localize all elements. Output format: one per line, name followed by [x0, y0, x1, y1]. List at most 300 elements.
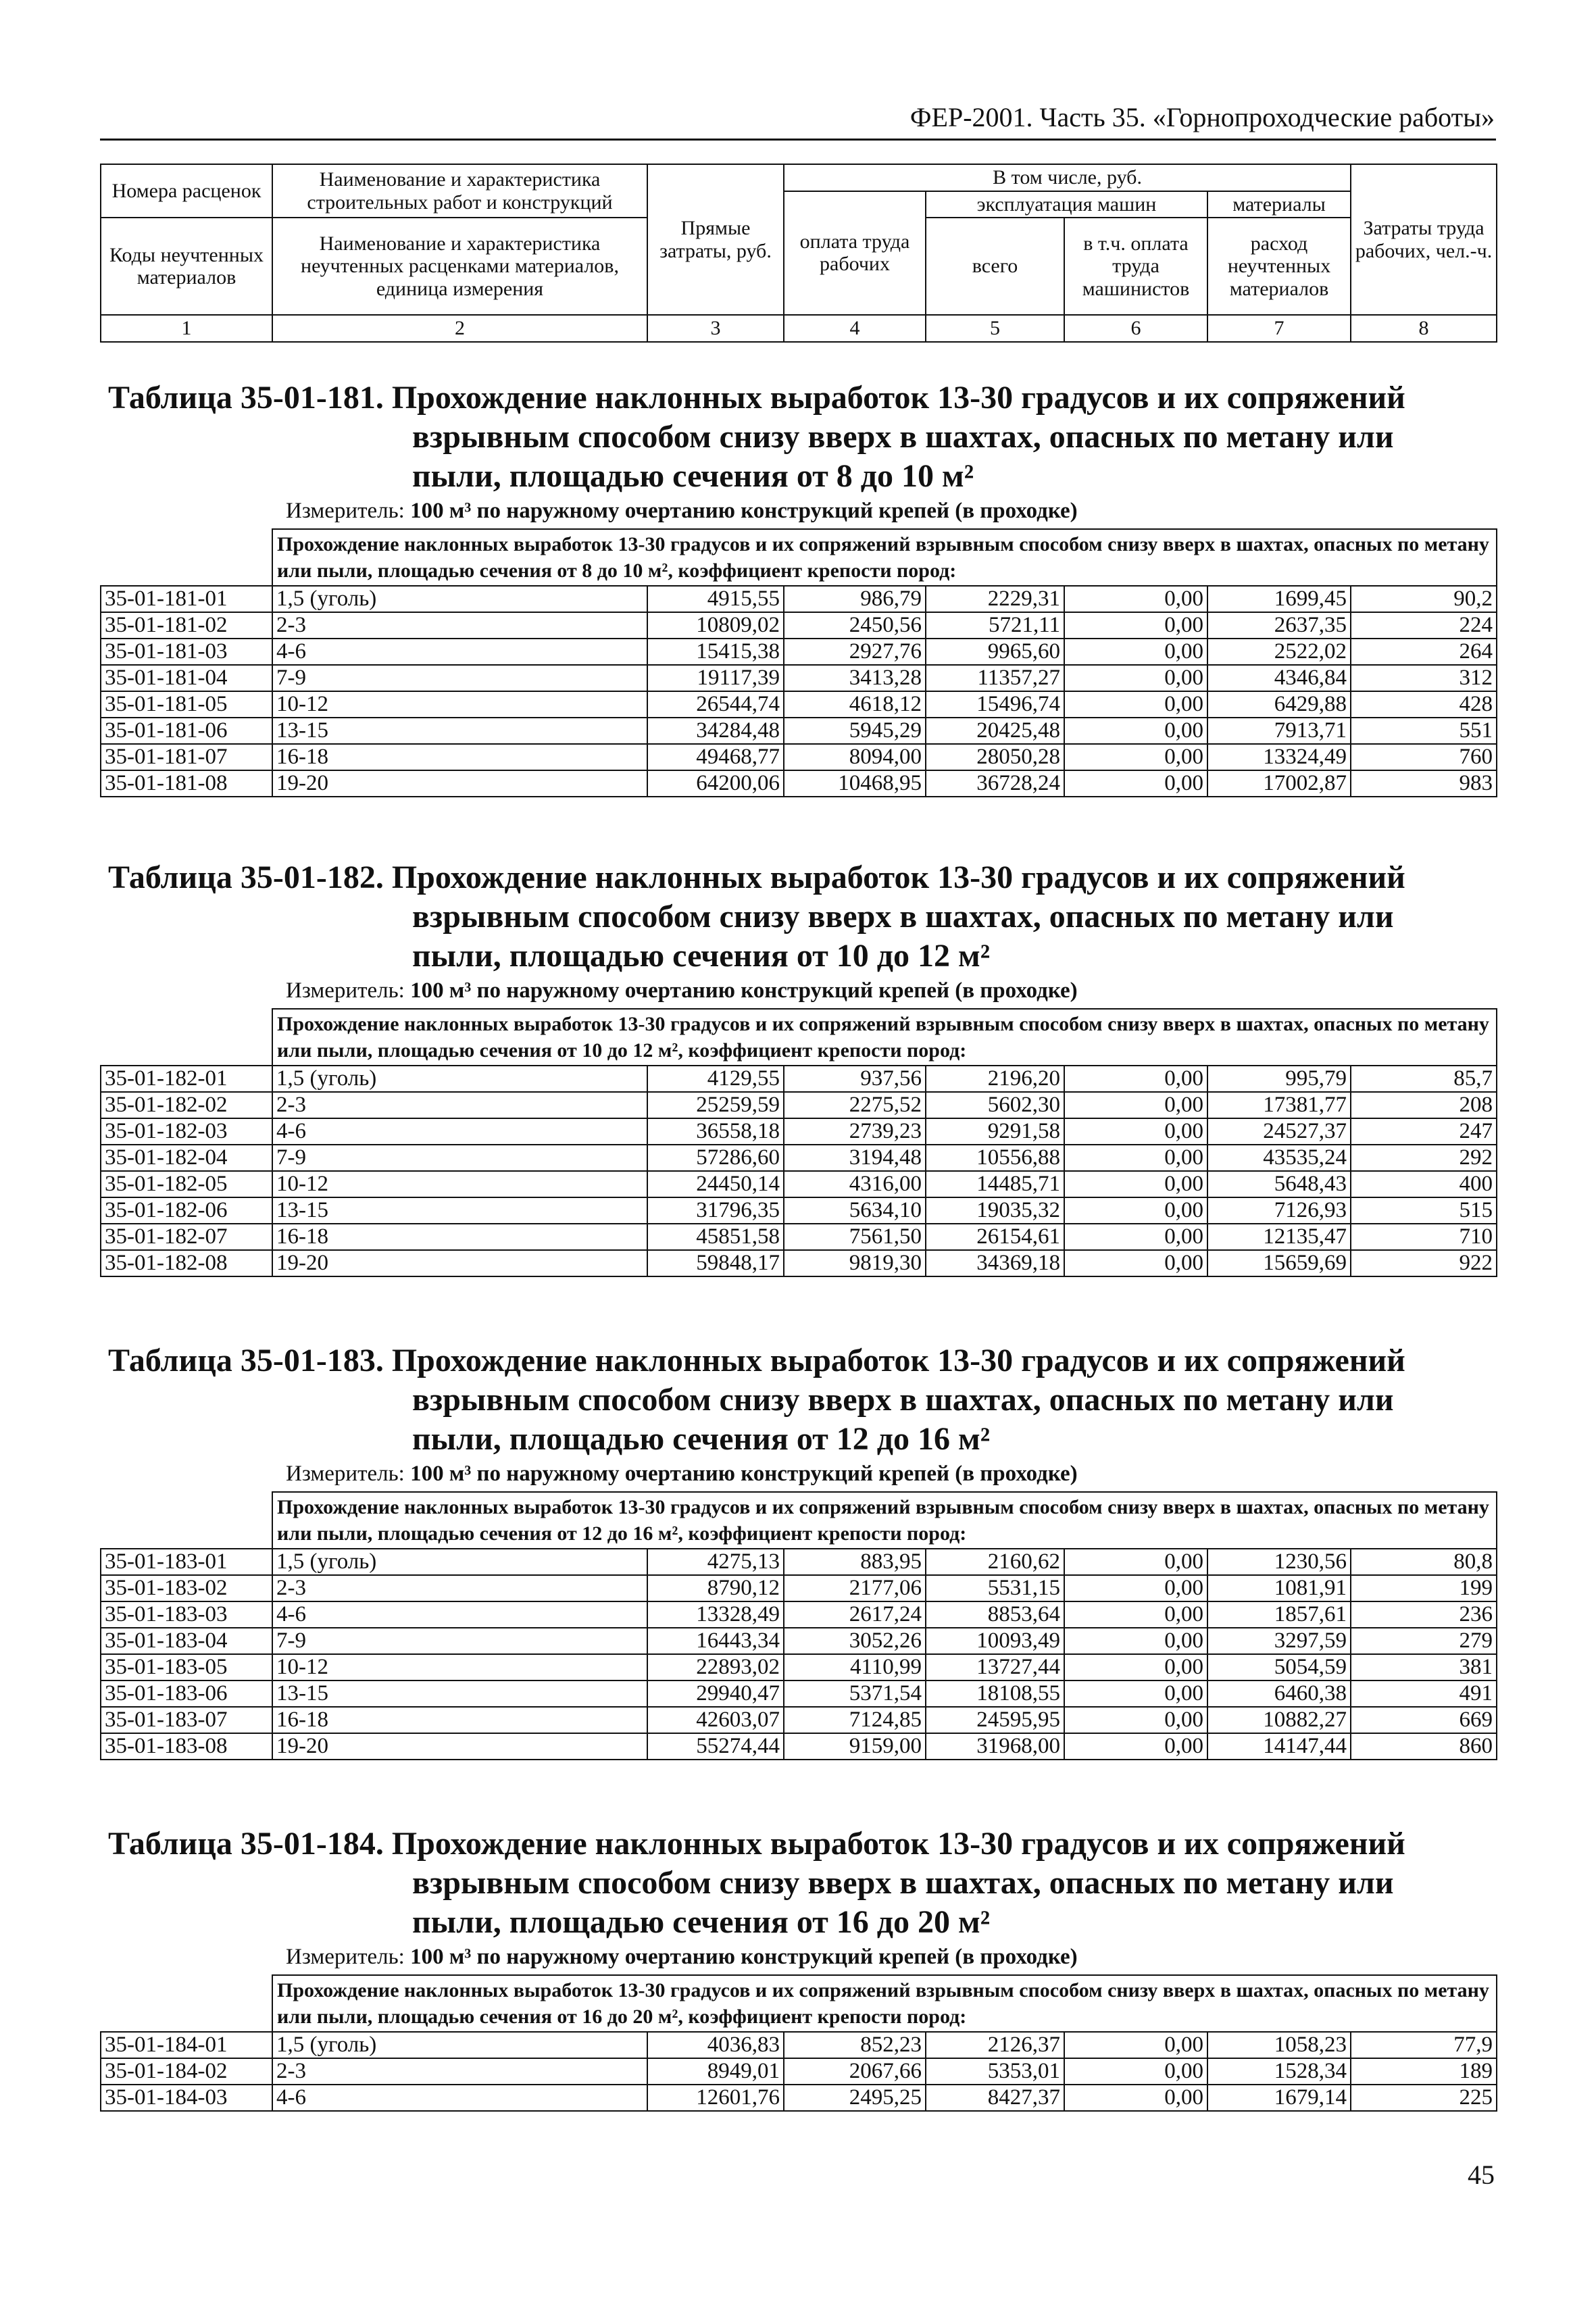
col2-top-label: Наименование и характеристика строительных работ и конструкций [272, 164, 647, 218]
materials-cost: 1528,34 [1207, 2058, 1351, 2085]
table-number: Таблица 35-01-184. [108, 1826, 384, 1862]
machine-costs: 36728,24 [926, 770, 1064, 797]
meter-label: Измеритель: [286, 499, 405, 523]
machine-costs: 19035,32 [926, 1197, 1064, 1224]
machine-costs: 31968,00 [926, 1733, 1064, 1760]
machinist-pay: 0,00 [1064, 691, 1207, 718]
rock-hardness: 7-9 [272, 1145, 647, 1171]
rates-table [100, 1974, 1497, 2112]
rate-code: 35-01-181-05 [101, 691, 272, 718]
rock-hardness: 10-12 [272, 1171, 647, 1197]
labor-hours: 551 [1351, 718, 1497, 744]
labor-hours: 90,2 [1351, 586, 1497, 612]
labor-hours: 77,9 [1351, 2032, 1497, 2058]
machine-costs: 34369,18 [926, 1250, 1064, 1276]
materials-cost: 1058,23 [1207, 2032, 1351, 2058]
table-row [101, 691, 1497, 718]
rate-code: 35-01-183-05 [101, 1654, 272, 1681]
running-header: ФЕР-2001. Часть 35. «Горнопроходческие работы» [909, 102, 1495, 132]
table-row [101, 2058, 1497, 2085]
rate-code: 35-01-183-03 [101, 1601, 272, 1628]
labor-hours: 400 [1351, 1171, 1497, 1197]
table-title-line: взрывным способом снизу вверх в шахтах, опасных по метану или [412, 419, 1394, 455]
rate-code: 35-01-183-01 [101, 1549, 272, 1575]
rock-hardness: 13-15 [272, 1681, 647, 1707]
rock-hardness: 16-18 [272, 1224, 647, 1250]
labor-pay: 937,56 [784, 1066, 926, 1092]
work-description: Прохождение наклонных выработок 13-30 градусов и их сопряжений взрывным способом снизу вверх в шахтах, опасных по метану или пыли, площадью сечения от 10 до 12 м², коэффициент крепости пород: [272, 1009, 1497, 1066]
materials-cost: 15659,69 [1207, 1250, 1351, 1276]
direct-costs: 59848,17 [647, 1250, 784, 1276]
direct-costs: 64200,06 [647, 770, 784, 797]
labor-pay: 9819,30 [784, 1250, 926, 1276]
rock-hardness: 13-15 [272, 1197, 647, 1224]
rate-code: 35-01-182-07 [101, 1224, 272, 1250]
machine-costs: 18108,55 [926, 1681, 1064, 1707]
labor-pay: 3052,26 [784, 1628, 926, 1654]
labor-pay: 986,79 [784, 586, 926, 612]
materials-cost: 1230,56 [1207, 1549, 1351, 1575]
table-row [101, 1066, 1497, 1092]
table-title-line: Прохождение наклонных выработок 13-30 градусов и их сопряжений [391, 380, 1405, 416]
group-label: В том числе, руб. [784, 164, 1351, 191]
direct-costs: 42603,07 [647, 1707, 784, 1733]
labor-hours: 428 [1351, 691, 1497, 718]
rate-code: 35-01-181-01 [101, 586, 272, 612]
direct-costs: 22893,02 [647, 1654, 784, 1681]
table-title-line: пыли, площадью сечения от 16 до 20 м² [412, 1904, 991, 1940]
machinist-pay: 0,00 [1064, 1171, 1207, 1197]
table-row [101, 1628, 1497, 1654]
table-number: Таблица 35-01-181. [108, 380, 384, 416]
machinist-pay: 0,00 [1064, 1733, 1207, 1760]
machine-costs: 2160,62 [926, 1549, 1064, 1575]
labor-hours: 312 [1351, 665, 1497, 691]
machine-costs: 9291,58 [926, 1118, 1064, 1145]
materials-cost: 43535,24 [1207, 1145, 1351, 1171]
rock-hardness: 2-3 [272, 1092, 647, 1118]
materials-cost: 1857,61 [1207, 1601, 1351, 1628]
rates-table [100, 528, 1497, 797]
labor-pay: 2275,52 [784, 1092, 926, 1118]
meter-line [286, 978, 1078, 1003]
rock-hardness: 4-6 [272, 639, 647, 665]
rate-code: 35-01-182-02 [101, 1092, 272, 1118]
labor-pay: 4110,99 [784, 1654, 926, 1681]
materials-cost: 5648,43 [1207, 1171, 1351, 1197]
labor-pay: 5371,54 [784, 1681, 926, 1707]
direct-costs: 4036,83 [647, 2032, 784, 2058]
machinist-pay: 0,00 [1064, 612, 1207, 639]
machinist-pay: 0,00 [1064, 1250, 1207, 1276]
machine-costs: 10556,88 [926, 1145, 1064, 1171]
materials-cost: 4346,84 [1207, 665, 1351, 691]
materials-cost: 17002,87 [1207, 770, 1351, 797]
labor-hours: 760 [1351, 744, 1497, 770]
work-description: Прохождение наклонных выработок 13-30 градусов и их сопряжений взрывным способом снизу вверх в шахтах, опасных по метану или пыли, площадью сечения от 8 до 10 м², коэффициент крепости пород: [272, 529, 1497, 586]
labor-pay: 3194,48 [784, 1145, 926, 1171]
labor-hours: 264 [1351, 639, 1497, 665]
table-row [101, 1197, 1497, 1224]
column-header-table [100, 164, 1497, 343]
machinist-pay: 0,00 [1064, 586, 1207, 612]
rate-code: 35-01-184-03 [101, 2085, 272, 2111]
labor-pay: 2927,76 [784, 639, 926, 665]
rate-code: 35-01-182-03 [101, 1118, 272, 1145]
rate-table-block [100, 858, 1496, 1305]
meter-unit: 100 м³ по наружному очертанию конструкций крепей (в проходке) [410, 1945, 1078, 1969]
materials-cost: 24527,37 [1207, 1118, 1351, 1145]
rates-table [100, 1008, 1497, 1277]
rock-hardness: 16-18 [272, 744, 647, 770]
materials-cost: 2637,35 [1207, 612, 1351, 639]
rock-hardness: 2-3 [272, 612, 647, 639]
machine-costs: 15496,74 [926, 691, 1064, 718]
direct-costs: 55274,44 [647, 1733, 784, 1760]
direct-costs: 31796,35 [647, 1197, 784, 1224]
rock-hardness: 2-3 [272, 2058, 647, 2085]
materials-cost: 14147,44 [1207, 1733, 1351, 1760]
direct-costs: 15415,38 [647, 639, 784, 665]
labor-hours: 80,8 [1351, 1549, 1497, 1575]
table-row [101, 1681, 1497, 1707]
direct-costs: 26544,74 [647, 691, 784, 718]
machine-costs: 5602,30 [926, 1092, 1064, 1118]
col4-label: оплата труда рабочих [784, 191, 926, 316]
labor-pay: 883,95 [784, 1549, 926, 1575]
machine-costs: 8853,64 [926, 1601, 1064, 1628]
labor-hours: 199 [1351, 1575, 1497, 1601]
machine-costs: 10093,49 [926, 1628, 1064, 1654]
machinist-pay: 0,00 [1064, 1197, 1207, 1224]
machinist-pay: 0,00 [1064, 1575, 1207, 1601]
col1-bottom-label: Коды неучтенных материалов [101, 218, 272, 315]
labor-pay: 2739,23 [784, 1118, 926, 1145]
labor-hours: 669 [1351, 1707, 1497, 1733]
table-row [101, 1654, 1497, 1681]
direct-costs: 49468,77 [647, 744, 784, 770]
machinist-pay: 0,00 [1064, 744, 1207, 770]
col3-label: Прямые затраты, руб. [647, 164, 784, 315]
labor-hours: 224 [1351, 612, 1497, 639]
meter-unit: 100 м³ по наружному очертанию конструкций крепей (в проходке) [410, 499, 1078, 523]
table-row [101, 770, 1497, 797]
machinist-pay: 0,00 [1064, 1707, 1207, 1733]
col2-bottom-label: Наименование и характеристика неучтенных расценками материалов, единица измерения [272, 218, 647, 315]
machinist-pay: 0,00 [1064, 1654, 1207, 1681]
materials-cost: 3297,59 [1207, 1628, 1351, 1654]
machine-costs: 2229,31 [926, 586, 1064, 612]
direct-costs: 4129,55 [647, 1066, 784, 1092]
labor-pay: 852,23 [784, 2032, 926, 2058]
materials-group-label: материалы [1207, 191, 1351, 218]
table-title-line: Прохождение наклонных выработок 13-30 градусов и их сопряжений [391, 1343, 1405, 1378]
rate-code: 35-01-182-08 [101, 1250, 272, 1276]
rock-hardness: 7-9 [272, 1628, 647, 1654]
labor-pay: 8094,00 [784, 744, 926, 770]
table-title [108, 1341, 1487, 1459]
header-rule [100, 139, 1496, 141]
col1-top-label: Номера расценок [101, 164, 272, 218]
labor-pay: 2177,06 [784, 1575, 926, 1601]
meter-unit: 100 м³ по наружному очертанию конструкций крепей (в проходке) [410, 978, 1078, 1003]
machine-costs: 14485,71 [926, 1171, 1064, 1197]
machinist-pay: 0,00 [1064, 2085, 1207, 2111]
direct-costs: 4915,55 [647, 586, 784, 612]
rock-hardness: 13-15 [272, 718, 647, 744]
table-title [108, 378, 1487, 496]
rock-hardness: 4-6 [272, 1118, 647, 1145]
table-row [101, 2085, 1497, 2111]
rate-table-block [100, 1824, 1496, 2139]
rock-hardness: 19-20 [272, 1733, 647, 1760]
rock-hardness: 1,5 (уголь) [272, 2032, 647, 2058]
rate-code: 35-01-181-03 [101, 639, 272, 665]
meter-label: Измеритель: [286, 1945, 405, 1969]
table-title [108, 858, 1487, 976]
materials-cost: 13324,49 [1207, 744, 1351, 770]
rate-code: 35-01-183-02 [101, 1575, 272, 1601]
machine-costs: 13727,44 [926, 1654, 1064, 1681]
meter-line [286, 1945, 1078, 1970]
rate-code: 35-01-182-01 [101, 1066, 272, 1092]
materials-cost: 7913,71 [1207, 718, 1351, 744]
rock-hardness: 7-9 [272, 665, 647, 691]
labor-hours: 922 [1351, 1250, 1497, 1276]
rate-code: 35-01-184-02 [101, 2058, 272, 2085]
machinist-pay: 0,00 [1064, 1681, 1207, 1707]
table-row [101, 612, 1497, 639]
rate-code: 35-01-182-04 [101, 1145, 272, 1171]
materials-cost: 17381,77 [1207, 1092, 1351, 1118]
table-title [108, 1824, 1487, 1942]
machinist-pay: 0,00 [1064, 2058, 1207, 2085]
direct-costs: 16443,34 [647, 1628, 784, 1654]
machinist-pay: 0,00 [1064, 665, 1207, 691]
table-row [101, 1707, 1497, 1733]
col-number: 3 [647, 315, 784, 342]
materials-cost: 12135,47 [1207, 1224, 1351, 1250]
col-number: 6 [1064, 315, 1207, 342]
rock-hardness: 4-6 [272, 1601, 647, 1628]
materials-cost: 2522,02 [1207, 639, 1351, 665]
col-number: 5 [926, 315, 1064, 342]
materials-cost: 5054,59 [1207, 1654, 1351, 1681]
rate-code: 35-01-181-02 [101, 612, 272, 639]
labor-pay: 9159,00 [784, 1733, 926, 1760]
machine-costs: 2126,37 [926, 2032, 1064, 2058]
machinist-pay: 0,00 [1064, 1601, 1207, 1628]
table-title-line: Прохождение наклонных выработок 13-30 градусов и их сопряжений [391, 1826, 1405, 1862]
rock-hardness: 2-3 [272, 1575, 647, 1601]
machine-costs: 28050,28 [926, 744, 1064, 770]
labor-hours: 381 [1351, 1654, 1497, 1681]
direct-costs: 25259,59 [647, 1092, 784, 1118]
materials-cost: 7126,93 [1207, 1197, 1351, 1224]
rate-code: 35-01-181-07 [101, 744, 272, 770]
rate-code: 35-01-183-04 [101, 1628, 272, 1654]
meter-label: Измеритель: [286, 1462, 405, 1486]
table-row [101, 1171, 1497, 1197]
rate-code: 35-01-181-06 [101, 718, 272, 744]
labor-pay: 7561,50 [784, 1224, 926, 1250]
machine-costs: 9965,60 [926, 639, 1064, 665]
labor-pay: 2067,66 [784, 2058, 926, 2085]
rock-hardness: 10-12 [272, 691, 647, 718]
labor-pay: 2495,25 [784, 2085, 926, 2111]
direct-costs: 8790,12 [647, 1575, 784, 1601]
labor-hours: 85,7 [1351, 1066, 1497, 1092]
rock-hardness: 19-20 [272, 770, 647, 797]
labor-pay: 5945,29 [784, 718, 926, 744]
rock-hardness: 16-18 [272, 1707, 647, 1733]
rate-table-block [100, 1341, 1496, 1789]
col5-label: всего [926, 218, 1064, 315]
rock-hardness: 1,5 (уголь) [272, 1549, 647, 1575]
materials-cost: 1679,14 [1207, 2085, 1351, 2111]
machinist-pay: 0,00 [1064, 2032, 1207, 2058]
meter-label: Измеритель: [286, 978, 405, 1003]
rate-code: 35-01-184-01 [101, 2032, 272, 2058]
machinist-pay: 0,00 [1064, 1628, 1207, 1654]
direct-costs: 45851,58 [647, 1224, 784, 1250]
direct-costs: 24450,14 [647, 1171, 784, 1197]
table-row [101, 1733, 1497, 1760]
materials-cost: 6429,88 [1207, 691, 1351, 718]
table-title-line: взрывным способом снизу вверх в шахтах, опасных по метану или [412, 1382, 1394, 1418]
direct-costs: 29940,47 [647, 1681, 784, 1707]
direct-costs: 12601,76 [647, 2085, 784, 2111]
labor-hours: 236 [1351, 1601, 1497, 1628]
labor-hours: 189 [1351, 2058, 1497, 2085]
table-title-line: взрывным способом снизу вверх в шахтах, опасных по метану или [412, 1865, 1394, 1901]
labor-pay: 3413,28 [784, 665, 926, 691]
rock-hardness: 1,5 (уголь) [272, 1066, 647, 1092]
labor-pay: 7124,85 [784, 1707, 926, 1733]
direct-costs: 10809,02 [647, 612, 784, 639]
page-number: 45 [1468, 2160, 1495, 2190]
machinist-pay: 0,00 [1064, 1092, 1207, 1118]
table-title-line: пыли, площадью сечения от 8 до 10 м² [412, 458, 974, 494]
labor-hours: 225 [1351, 2085, 1497, 2111]
rate-table-block [100, 378, 1496, 826]
rate-code: 35-01-183-06 [101, 1681, 272, 1707]
rock-hardness: 1,5 (уголь) [272, 586, 647, 612]
machinist-pay: 0,00 [1064, 770, 1207, 797]
table-row [101, 639, 1497, 665]
machinist-pay: 0,00 [1064, 1549, 1207, 1575]
meter-unit: 100 м³ по наружному очертанию конструкций крепей (в проходке) [410, 1462, 1078, 1486]
labor-pay: 4618,12 [784, 691, 926, 718]
labor-hours: 247 [1351, 1118, 1497, 1145]
rock-hardness: 10-12 [272, 1654, 647, 1681]
rate-code: 35-01-182-06 [101, 1197, 272, 1224]
col8-label: Затраты труда рабочих, чел.-ч. [1351, 164, 1497, 315]
table-title-line: взрывным способом снизу вверх в шахтах, опасных по метану или [412, 899, 1394, 935]
machines-group-label: эксплуатация машин [926, 191, 1207, 218]
labor-hours: 983 [1351, 770, 1497, 797]
table-title-line: Прохождение наклонных выработок 13-30 градусов и их сопряжений [391, 860, 1405, 895]
machine-costs: 26154,61 [926, 1224, 1064, 1250]
machine-costs: 5721,11 [926, 612, 1064, 639]
materials-cost: 1699,45 [1207, 586, 1351, 612]
direct-costs: 19117,39 [647, 665, 784, 691]
direct-costs: 13328,49 [647, 1601, 784, 1628]
labor-hours: 515 [1351, 1197, 1497, 1224]
table-row [101, 1224, 1497, 1250]
labor-pay: 10468,95 [784, 770, 926, 797]
direct-costs: 4275,13 [647, 1549, 784, 1575]
machine-costs: 5353,01 [926, 2058, 1064, 2085]
meter-line [286, 499, 1078, 524]
machine-costs: 20425,48 [926, 718, 1064, 744]
rock-hardness: 19-20 [272, 1250, 647, 1276]
direct-costs: 57286,60 [647, 1145, 784, 1171]
machine-costs: 24595,95 [926, 1707, 1064, 1733]
rock-hardness: 4-6 [272, 2085, 647, 2111]
table-row [101, 1601, 1497, 1628]
table-row [101, 1575, 1497, 1601]
rate-code: 35-01-181-04 [101, 665, 272, 691]
col-number: 8 [1351, 315, 1497, 342]
machine-costs: 5531,15 [926, 1575, 1064, 1601]
direct-costs: 36558,18 [647, 1118, 784, 1145]
table-row [101, 665, 1497, 691]
labor-hours: 710 [1351, 1224, 1497, 1250]
labor-pay: 4316,00 [784, 1171, 926, 1197]
table-row [101, 1250, 1497, 1276]
rate-code: 35-01-181-08 [101, 770, 272, 797]
labor-hours: 279 [1351, 1628, 1497, 1654]
table-row [101, 744, 1497, 770]
table-row [101, 586, 1497, 612]
materials-cost: 995,79 [1207, 1066, 1351, 1092]
table-row [101, 1118, 1497, 1145]
machinist-pay: 0,00 [1064, 639, 1207, 665]
machine-costs: 2196,20 [926, 1066, 1064, 1092]
meter-line [286, 1462, 1078, 1487]
table-row [101, 1145, 1497, 1171]
machinist-pay: 0,00 [1064, 1145, 1207, 1171]
machine-costs: 8427,37 [926, 2085, 1064, 2111]
rate-code: 35-01-183-07 [101, 1707, 272, 1733]
machinist-pay: 0,00 [1064, 718, 1207, 744]
direct-costs: 34284,48 [647, 718, 784, 744]
table-title-line: пыли, площадью сечения от 10 до 12 м² [412, 938, 991, 974]
machine-costs: 11357,27 [926, 665, 1064, 691]
machinist-pay: 0,00 [1064, 1066, 1207, 1092]
materials-cost: 1081,91 [1207, 1575, 1351, 1601]
direct-costs: 8949,01 [647, 2058, 784, 2085]
materials-cost: 6460,38 [1207, 1681, 1351, 1707]
labor-hours: 491 [1351, 1681, 1497, 1707]
labor-pay: 5634,10 [784, 1197, 926, 1224]
table-row [101, 1549, 1497, 1575]
table-row [101, 718, 1497, 744]
labor-pay: 2617,24 [784, 1601, 926, 1628]
table-number: Таблица 35-01-183. [108, 1343, 384, 1378]
work-description: Прохождение наклонных выработок 13-30 градусов и их сопряжений взрывным способом снизу вверх в шахтах, опасных по метану или пыли, площадью сечения от 16 до 20 м², коэффициент крепости пород: [272, 1975, 1497, 2032]
col-number: 1 [101, 315, 272, 342]
rates-table [100, 1491, 1497, 1760]
table-number: Таблица 35-01-182. [108, 860, 384, 895]
col6-label: в т.ч. оплата труда машинистов [1064, 218, 1207, 315]
rate-code: 35-01-182-05 [101, 1171, 272, 1197]
table-title-line: пыли, площадью сечения от 12 до 16 м² [412, 1421, 991, 1457]
table-row [101, 1092, 1497, 1118]
labor-hours: 292 [1351, 1145, 1497, 1171]
labor-hours: 860 [1351, 1733, 1497, 1760]
